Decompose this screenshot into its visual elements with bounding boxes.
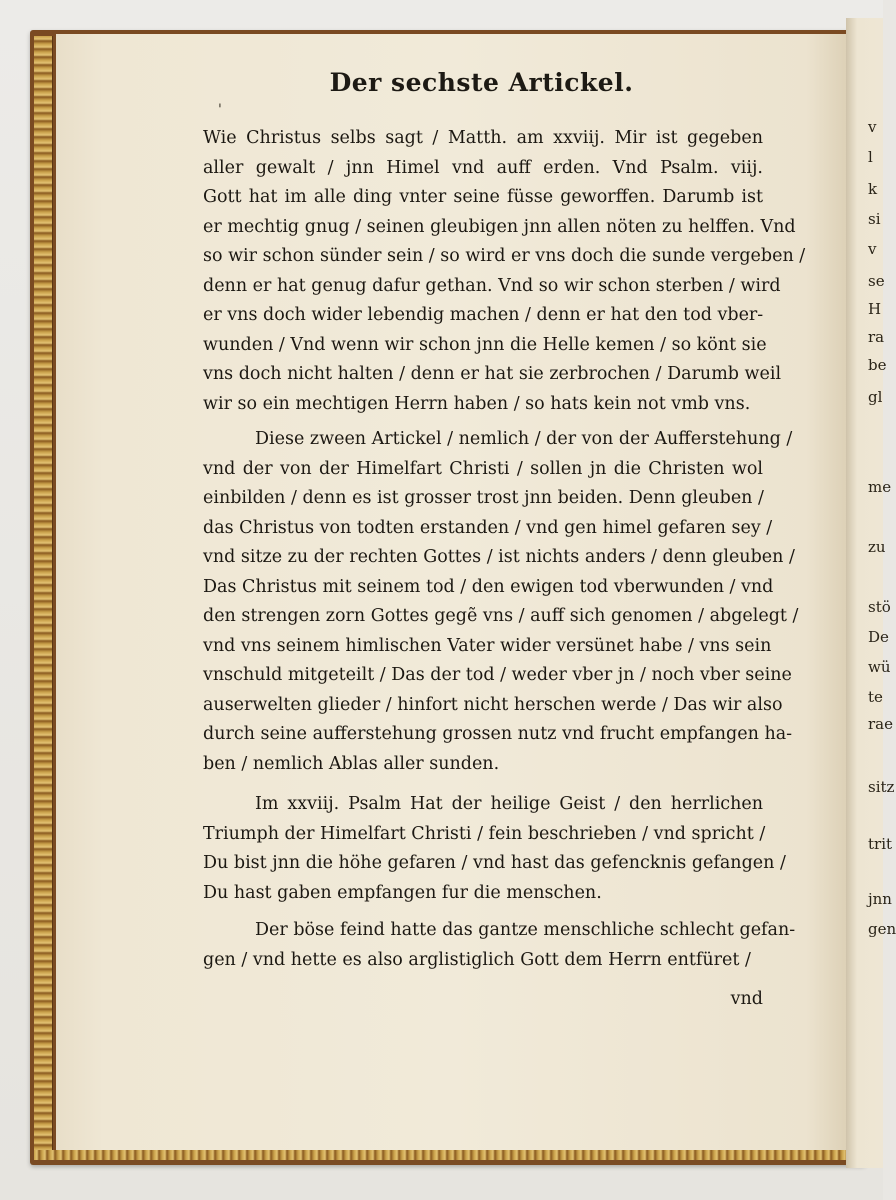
- facing-page-fragment: gen: [868, 920, 896, 938]
- text-line: Gott hat im alle ding vnter seine füsse geworffen. Darumb ist: [203, 187, 763, 207]
- text-line: er vns doch wider lebendig machen / denn er hat den tod vber-: [203, 305, 764, 325]
- text-line: Diese zween Artickel / nemlich / der von der Aufferstehung /: [255, 429, 793, 449]
- text-line: vnschuld mitgeteilt / Das der tod / weder vber jn / noch vber seine: [203, 665, 792, 685]
- page-header: Der sechste Artickel.: [329, 68, 634, 97]
- facing-page-fragment: se: [868, 272, 885, 290]
- page-mark: ': [218, 102, 222, 118]
- text-line: vns doch nicht halten / denn er hat sie zerbrochen / Darumb weil: [203, 364, 782, 384]
- text-line: den strengen zorn Gottes gegẽ vns / auff sich genomen / abgelegt /: [203, 606, 799, 626]
- text-line: wunden / Vnd wenn wir schon jnn die Helle kemen / so könt sie: [203, 334, 767, 355]
- text-line: Wie Christus selbs sagt / Matth. am xxviij. Mir ist gegeben: [203, 128, 763, 148]
- text-line: er mechtig gnug / seinen gleubigen jnn allen nöten zu helffen. Vnd: [203, 216, 796, 237]
- gilt-edge-bottom: [34, 1150, 846, 1160]
- text-line: Du hast gaben empfangen fur die menschen.: [203, 882, 602, 903]
- text-line: vnd sitze zu der rechten Gottes / ist nichts anders / denn gleuben /: [203, 547, 795, 567]
- text-line: einbilden / denn es ist grosser trost jnn beiden. Denn gleuben /: [203, 488, 764, 508]
- text-line: Triumph der Himelfart Christi / fein beschrieben / vnd spricht /: [203, 823, 766, 844]
- facing-page-fragment: l: [868, 148, 873, 166]
- text-line: gen / vnd hette es also arglistiglich Gott dem Herrn entfüret /: [203, 949, 751, 970]
- facing-page-fragment: v: [868, 240, 877, 258]
- catchword-block: [203, 985, 763, 1015]
- text-line: Der böse feind hatte das gantze menschliche schlecht gefan-: [255, 920, 796, 940]
- text-line: wir so ein mechtigen Herrn haben / so hats kein not vmb vns.: [203, 393, 751, 414]
- text-line: ben / nemlich Ablas aller sunden.: [203, 753, 500, 774]
- facing-page-fragment: wü: [868, 658, 891, 676]
- catchword: vnd: [730, 989, 763, 1009]
- facing-page-fragment: si: [868, 210, 881, 228]
- facing-page-fragment: stö: [868, 598, 891, 616]
- text-line: Das Christus mit seinem tod / den ewigen tod vberwunden / vnd: [203, 576, 774, 597]
- facing-page-fragment: trit: [868, 835, 893, 853]
- facing-page-fragment: be: [868, 356, 887, 374]
- paragraph: [203, 124, 806, 419]
- text-line: Im xxviij. Psalm Hat der heilige Geist / den herrlichen: [255, 794, 763, 814]
- paragraph: [203, 425, 799, 779]
- facing-page-fragment: gl: [868, 388, 883, 406]
- text-line: Du bist jnn die höhe gefaren / vnd hast das gefencknis gefangen /: [203, 853, 786, 873]
- facing-page-fragment: sitz: [868, 778, 895, 796]
- gilt-edge-left: [34, 36, 53, 1156]
- facing-page-fragment: H: [868, 300, 882, 318]
- text-line: aller gewalt / jnn Himel vnd auff erden. Vnd Psalm. viij.: [203, 157, 763, 178]
- facing-page-fragment: jnn: [868, 890, 892, 908]
- text-line: so wir schon sünder sein / so wird er vns doch die sunde vergeben /: [203, 246, 806, 266]
- facing-page-fragment: te: [868, 688, 883, 706]
- facing-page-edge: [846, 18, 896, 1168]
- facing-page-fragment: rae: [868, 715, 893, 733]
- facing-page-fragment: me: [868, 478, 892, 496]
- paragraph: [203, 916, 796, 975]
- paragraph: [203, 790, 786, 908]
- text-line: denn er hat genug dafur gethan. Vnd so wir schon sterben / wird: [203, 275, 781, 296]
- facing-page-fragment: k: [868, 180, 878, 198]
- text-line: vnd vns seinem himlischen Vater wider versünet habe / vns sein: [203, 635, 772, 656]
- text-line: durch seine aufferstehung grossen nutz vnd frucht empfangen ha-: [203, 724, 793, 744]
- facing-page-fragment: zu: [868, 538, 886, 556]
- text-line: auserwelten glieder / hinfort nicht herschen werde / Das wir also: [203, 694, 783, 715]
- text-line: das Christus von todten erstanden / vnd gen himel gefaren sey /: [203, 517, 773, 538]
- facing-page-fragment: ra: [868, 328, 885, 346]
- facing-page-fragment: De: [868, 628, 889, 646]
- text-line: vnd der von der Himelfart Christi / sollen jn die Christen wol: [203, 458, 763, 479]
- facing-page-fragment: v: [868, 118, 877, 136]
